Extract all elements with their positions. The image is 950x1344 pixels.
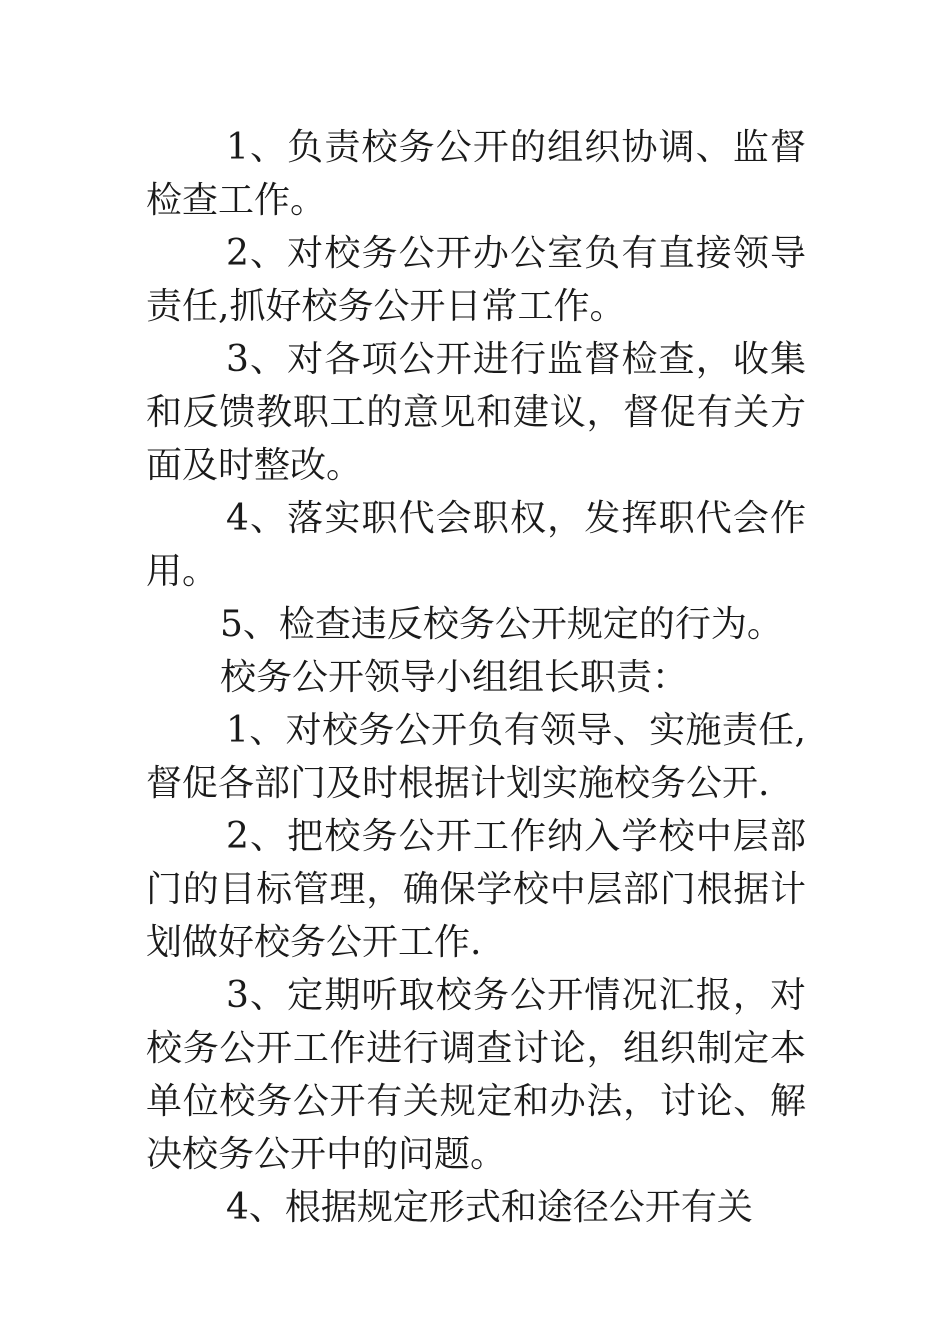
- paragraph-9: 4、根据规定形式和途径公开有关: [226, 1187, 753, 1228]
- paragraph-6: 1、对校务公开负有领导、实施责任,督促各部门及时根据计划实施校务公开.: [146, 710, 806, 804]
- paragraph-5: 5、检查违反校务公开规定的行为。: [220, 604, 783, 645]
- paragraph-4: 4、落实职代会职权，发挥职代会作用。: [146, 498, 806, 592]
- paragraph-1: 1、负责校务公开的组织协调、监督检查工作。: [146, 127, 806, 221]
- section-heading: 校务公开领导小组组长职责：: [220, 657, 689, 698]
- paragraph-3: 3、对各项公开进行监督检查，收集和反馈教职工的意见和建议，督促有关方面及时整改。: [146, 339, 806, 486]
- paragraph-2: 2、对校务公开办公室负有直接领导责任,抓好校务公开日常工作。: [146, 233, 806, 327]
- paragraph-7: 2、把校务公开工作纳入学校中层部门的目标管理，确保学校中层部门根据计划做好校务公开工作.: [146, 816, 806, 963]
- paragraph-8: 3、定期听取校务公开情况汇报，对校务公开工作进行调查讨论，组织制定本单位校务公开有关规定和办法，讨论、解决校务公开中的问题。: [146, 975, 806, 1175]
- document-page: [146, 121, 806, 1234]
